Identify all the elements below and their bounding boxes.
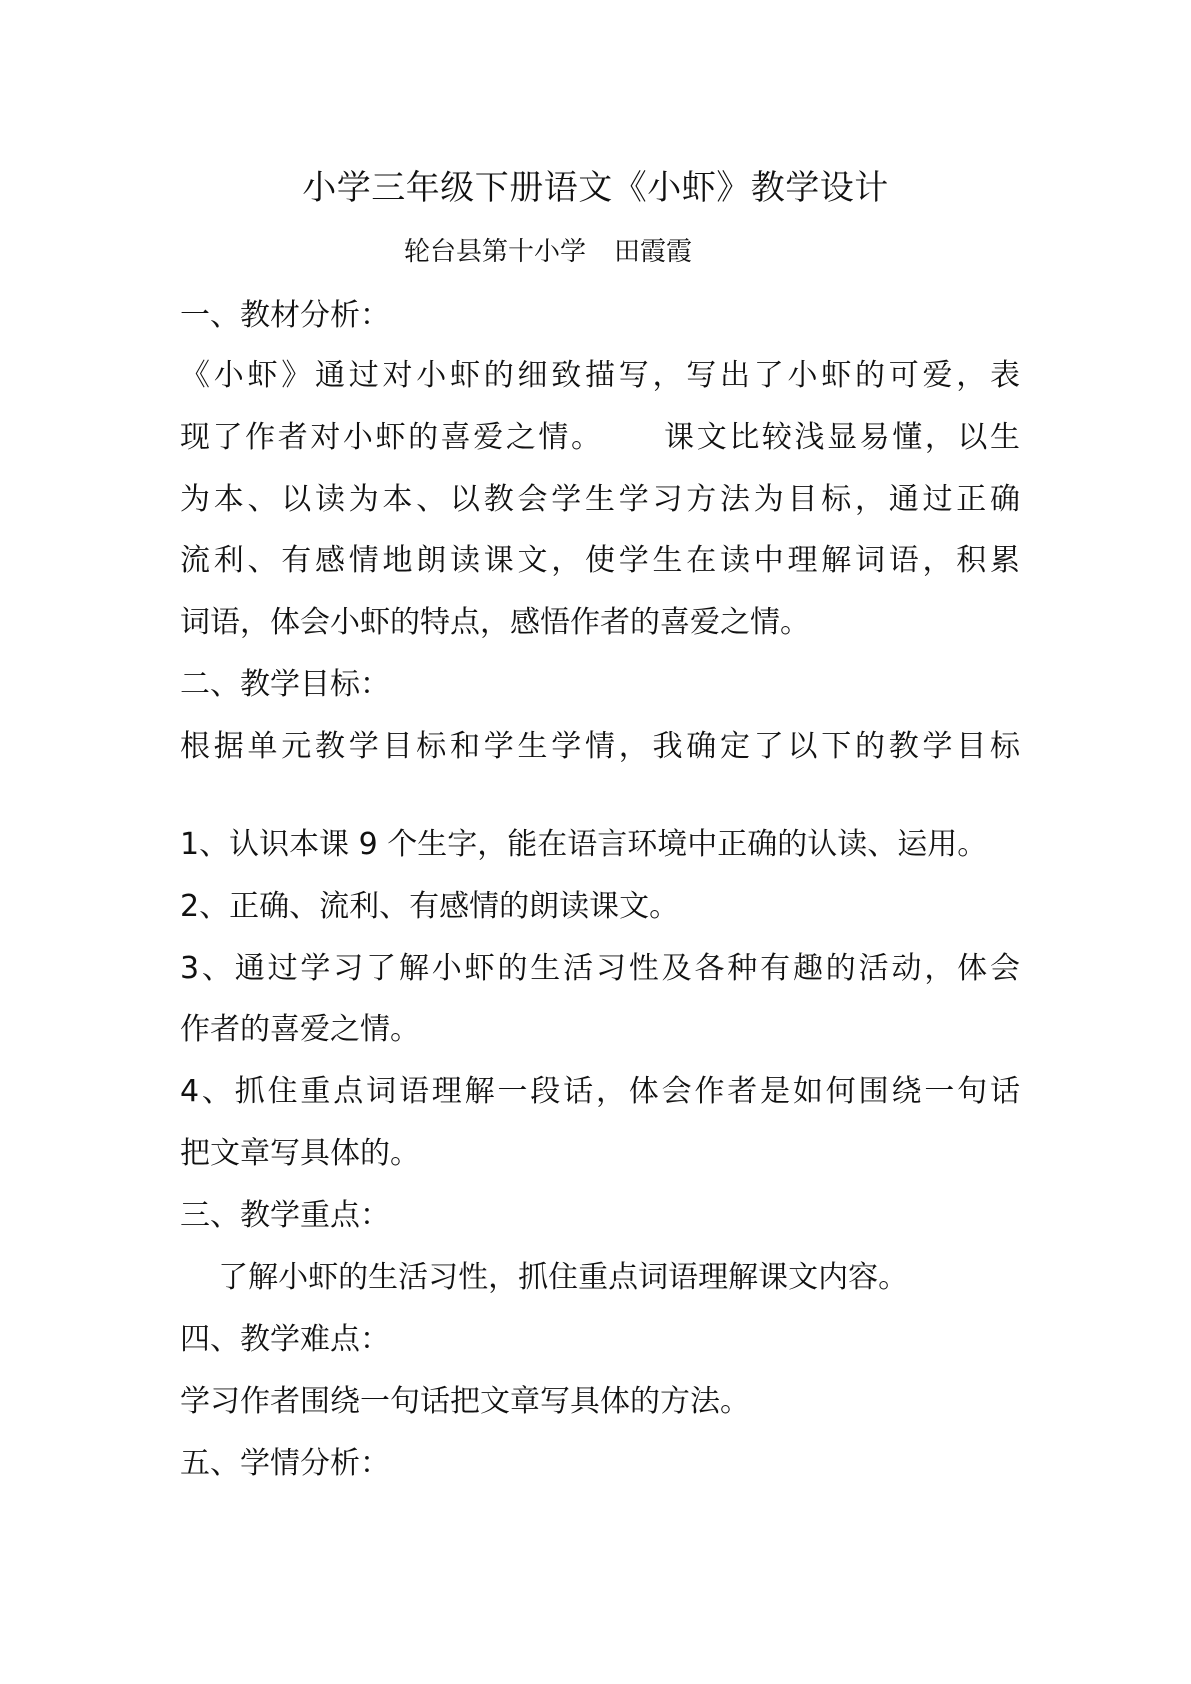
goal-item-4-cont: 把文章写具体的。	[180, 1136, 420, 1171]
author-name: 田霞霞	[614, 237, 693, 267]
goal-item-3-cont: 作者的喜爱之情。	[180, 1012, 420, 1047]
goal-item-4: 4、抓住重点词语理解一段话，体会作者是如何围绕一句话	[180, 1074, 1020, 1109]
paragraph-line: 为本、以读为本、以教会学生学习方法为目标，通过正确	[180, 482, 1020, 517]
section-heading-textbook-analysis: 一、教材分析：	[180, 298, 390, 333]
paragraph-line: 词语，体会小虾的特点，感悟作者的喜爱之情。	[180, 605, 810, 640]
section-heading-key-points: 三、教学重点：	[180, 1198, 390, 1233]
paragraph-line: 现了作者对小虾的喜爱之情。 课文比较浅显易懂，以生	[180, 420, 1020, 455]
paragraph-line: 《小虾》通过对小虾的细致描写，写出了小虾的可爱，表	[180, 358, 1020, 393]
key-points-text: 了解小虾的生活习性，抓住重点词语理解课文内容。	[180, 1260, 909, 1295]
paragraph-line: 流利、有感情地朗读课文，使学生在读中理解词语，积累	[180, 543, 1020, 578]
difficulties-text: 学习作者围绕一句话把文章写具体的方法。	[180, 1384, 750, 1419]
goal-item-3: 3、通过学习了解小虾的生活习性及各种有趣的活动，体会	[180, 951, 1020, 986]
goal-item-1: 1、认识本课 9 个生字，能在语言环境中正确的认读、运用。	[180, 827, 988, 862]
document-title: 小学三年级下册语文《小虾》教学设计	[302, 168, 889, 208]
author-line	[404, 234, 692, 270]
section-heading-learner-analysis: 五、学情分析：	[180, 1446, 390, 1481]
section-heading-teaching-goals: 二、教学目标：	[180, 667, 390, 702]
section-heading-difficulties: 四、教学难点：	[180, 1322, 390, 1357]
goal-item-2: 2、正确、流利、有感情的朗读课文。	[180, 889, 680, 924]
paragraph-line: 根据单元教学目标和学生学情，我确定了以下的教学目标	[180, 729, 1020, 764]
author-school: 轮台县第十小学	[404, 237, 587, 267]
